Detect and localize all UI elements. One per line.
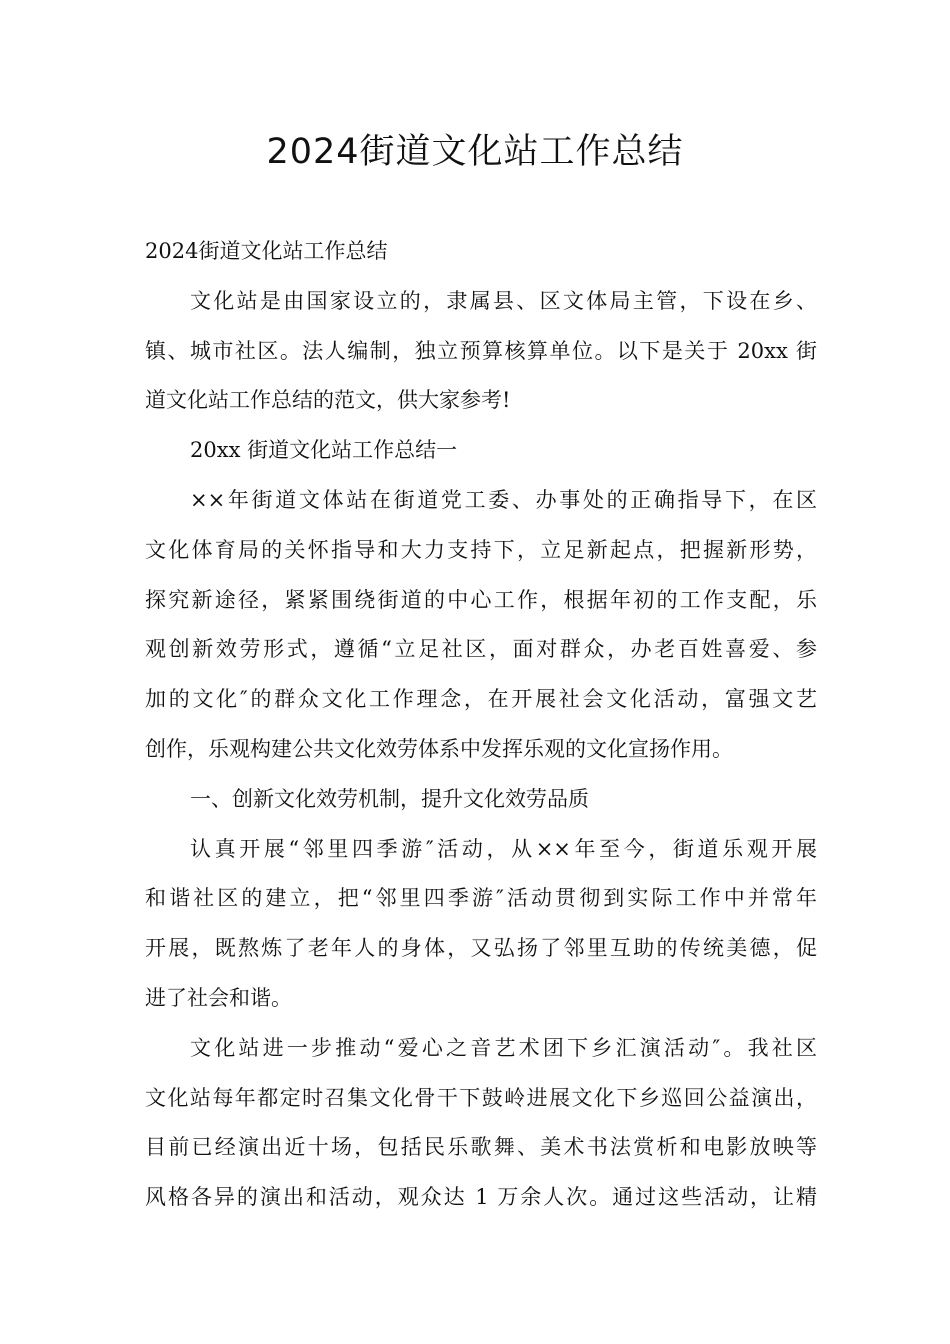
text-line: 2024街道文化站工作总结 — [145, 239, 388, 263]
text-line: 认真开展“邻里四季游″活动，从××年至今，街道乐观开展 — [190, 836, 817, 861]
text-line: 和谐社区的建立，把“邻里四季游″活动贯彻到实际工作中并常年 — [145, 886, 817, 911]
text-line: 文化体育局的关怀指导和大力支持下，立足新起点，把握新形势， — [145, 537, 817, 562]
text-line: 道文化站工作总结的范文，供大家参考! — [145, 388, 511, 413]
text-line: 进了社会和谐。 — [145, 985, 292, 1010]
text-line: 文化站每年都定时召集文化骨干下鼓岭进展文化下乡巡回公益演出， — [145, 1085, 817, 1110]
text-line: 镇、城市社区。法人编制，独立预算核算单位。以下是关于 20xx 街 — [145, 338, 817, 363]
text-line: 观创新效劳形式，遵循“立足社区，面对群众，办老百姓喜爱、参 — [145, 637, 817, 662]
text-line: 文化站是由国家设立的，隶属县、区文体局主管，下设在乡、 — [190, 288, 817, 313]
text-line: 风格各异的演出和活动，观众达 1 万余人次。通过这些活动，让精 — [145, 1185, 817, 1210]
text-line: 开展，既熬炼了老年人的身体，又弘扬了邻里互助的传统美德，促 — [145, 936, 817, 961]
text-line: 目前已经演出近十场，包括民乐歌舞、美术书法赏析和电影放映等 — [145, 1135, 817, 1160]
text-line: 创作，乐观构建公共文化效劳体系中发挥乐观的文化宣扬作用。 — [145, 736, 733, 761]
document-body — [145, 227, 817, 1223]
text-line: 加的文化″的群众文化工作理念，在开展社会文化活动，富强文艺 — [145, 687, 817, 712]
text-line: 一、创新文化效劳机制，提升文化效劳品质 — [190, 786, 589, 811]
text-line: 20xx 街道文化站工作总结一 — [190, 438, 458, 463]
text-line: 探究新途径，紧紧围绕街道的中心工作，根据年初的工作支配，乐 — [145, 587, 817, 612]
document-title: 2024街道文化站工作总结 — [266, 132, 684, 172]
text-line: 文化站进一步推动“爱心之音艺术团下乡汇演活动″。我社区 — [190, 1035, 817, 1060]
text-line: ××年街道文体站在街道党工委、办事处的正确指导下，在区 — [190, 487, 817, 512]
